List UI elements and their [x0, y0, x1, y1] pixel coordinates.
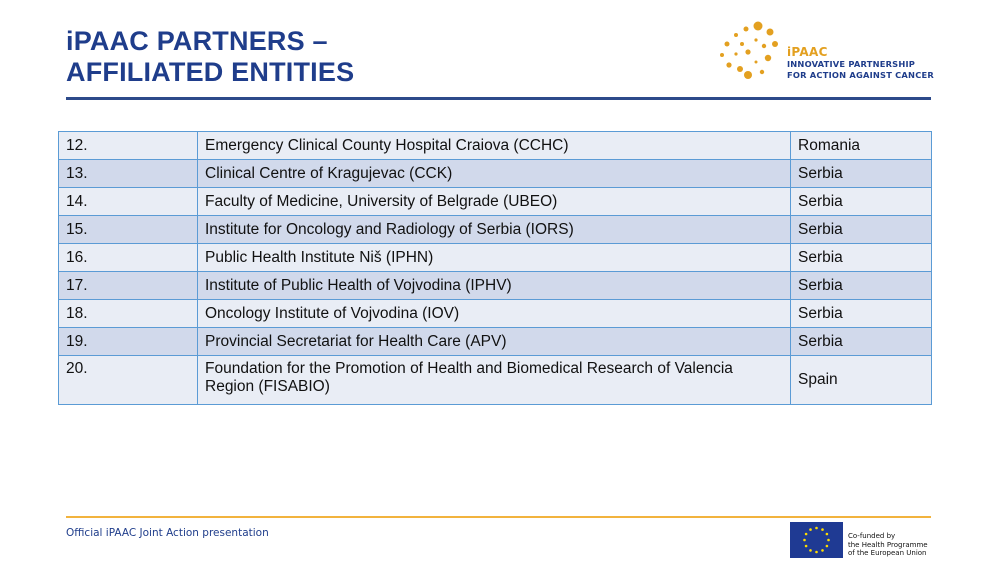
table-row [59, 216, 932, 244]
eu-funding-line-1: Co-funded by [848, 532, 896, 540]
entity-name: Institute of Public Health of Vojvodina (IPHV) [198, 272, 791, 300]
entity-name: Foundation for the Promotion of Health and Biomedical Research of Valencia Region (FISABIO) [198, 356, 791, 405]
table-row [59, 160, 932, 188]
ipaac-logo-text [787, 45, 934, 81]
eu-funding-note [848, 532, 928, 558]
ipaac-dots-icon [718, 18, 784, 84]
entity-country: Serbia [791, 216, 932, 244]
entity-country: Serbia [791, 160, 932, 188]
table-row [59, 132, 932, 160]
entity-country: Romania [791, 132, 932, 160]
table-row [59, 328, 932, 356]
entity-name: Faculty of Medicine, University of Belgrade (UBEO) [198, 188, 791, 216]
row-number: 13. [59, 160, 198, 188]
footer-divider [66, 516, 931, 518]
table-row [59, 188, 932, 216]
logo-subtitle-line-1: INNOVATIVE PARTNERSHIP [787, 59, 916, 69]
row-number: 16. [59, 244, 198, 272]
eu-flag-icon [790, 522, 843, 558]
entity-name: Emergency Clinical County Hospital Craiova (CCHC) [198, 132, 791, 160]
entity-name: Clinical Centre of Kragujevac (CCK) [198, 160, 791, 188]
entity-name: Oncology Institute of Vojvodina (IOV) [198, 300, 791, 328]
eu-funding-line-3: of the European Union [848, 549, 927, 557]
entity-name: Public Health Institute Niš (IPHN) [198, 244, 791, 272]
page-title-line-2: AFFILIATED ENTITIES [66, 57, 355, 87]
row-number: 15. [59, 216, 198, 244]
page-title [66, 26, 354, 88]
row-number: 19. [59, 328, 198, 356]
table-row [59, 300, 932, 328]
entity-country: Spain [791, 356, 932, 405]
entity-country: Serbia [791, 328, 932, 356]
entity-country: Serbia [791, 188, 932, 216]
row-number: 18. [59, 300, 198, 328]
footer-caption: Official iPAAC Joint Action presentation [66, 527, 269, 539]
entity-country: Serbia [791, 300, 932, 328]
table-row [59, 356, 932, 405]
entity-name: Provincial Secretariat for Health Care (APV) [198, 328, 791, 356]
entity-country: Serbia [791, 272, 932, 300]
row-number: 17. [59, 272, 198, 300]
entity-name: Institute for Oncology and Radiology of Serbia (IORS) [198, 216, 791, 244]
eu-funding-line-2: the Health Programme [848, 540, 928, 549]
logo-brand: iPAAC [787, 45, 828, 59]
table-row [59, 272, 932, 300]
entity-country: Serbia [791, 244, 932, 272]
partners-table [58, 131, 932, 405]
row-number: 12. [59, 132, 198, 160]
page-title-line-1: iPAAC PARTNERS – [66, 26, 328, 56]
row-number: 20. [59, 356, 198, 405]
ipaac-logo [718, 18, 950, 86]
logo-subtitle-line-2: FOR ACTION AGAINST CANCER [787, 70, 934, 80]
header-divider [66, 97, 931, 100]
row-number: 14. [59, 188, 198, 216]
table-row [59, 244, 932, 272]
